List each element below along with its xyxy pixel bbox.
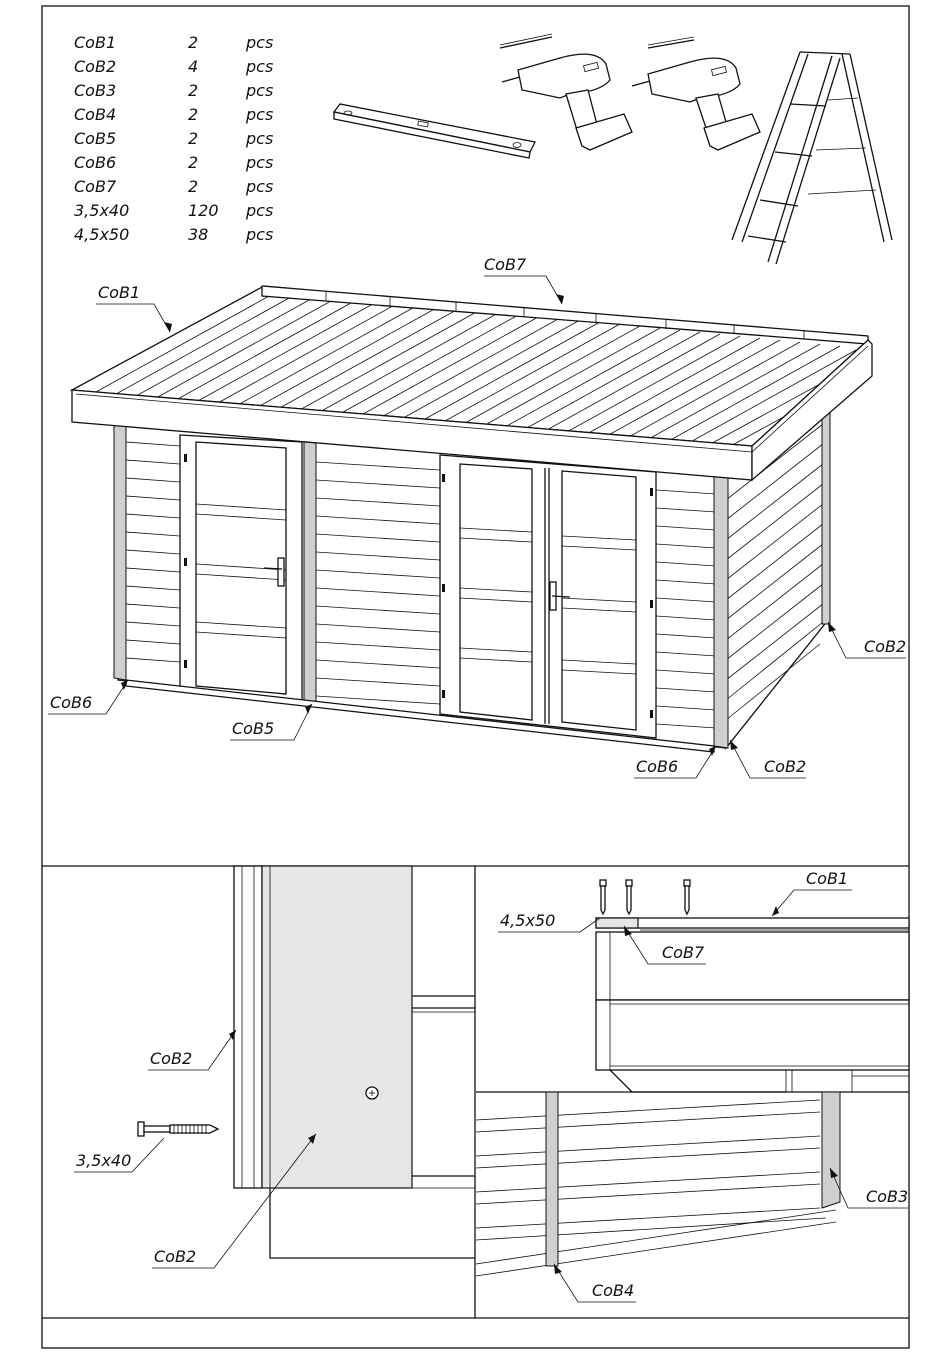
parts-row — [74, 153, 273, 172]
callout-detail-cob4 — [554, 1264, 636, 1302]
svg-text:4: 4 — [188, 57, 199, 76]
fascia-upper-board — [596, 932, 909, 1000]
callout-detail-cob2-trim — [148, 1030, 236, 1070]
svg-text:120: 120 — [188, 201, 219, 220]
svg-text:CoB6: CoB6 — [636, 757, 679, 776]
fascia-top — [596, 918, 909, 928]
svg-text:CoB7: CoB7 — [74, 177, 117, 196]
svg-text:pcs: pcs — [246, 201, 274, 220]
parts-row — [74, 33, 273, 52]
corner-trim-left — [114, 424, 126, 680]
svg-text:CoB2: CoB2 — [74, 57, 117, 76]
fascia-lower-board — [596, 1000, 909, 1070]
side-trim-back — [822, 400, 830, 624]
corner-trim-right — [714, 476, 728, 748]
svg-text:pcs: pcs — [246, 105, 274, 124]
svg-text:CoB3: CoB3 — [866, 1187, 909, 1206]
screw-3-5x40-icon — [138, 1122, 218, 1136]
callout-cob2-right-corner — [730, 740, 806, 778]
parts-row — [74, 177, 273, 196]
callout-cob6-left — [48, 680, 128, 714]
svg-text:pcs: pcs — [246, 129, 274, 148]
callout-cob2-side — [828, 622, 906, 658]
svg-text:pcs: pcs — [246, 57, 274, 76]
corner-board — [262, 866, 412, 1188]
drill-icon — [500, 34, 632, 150]
svg-text:CoB6: CoB6 — [74, 153, 117, 172]
svg-text:CoB3: CoB3 — [74, 81, 117, 100]
svg-text:3,5x40: 3,5x40 — [74, 201, 130, 220]
middle-post — [304, 442, 316, 702]
parts-row — [74, 129, 273, 148]
svg-text:CoB2: CoB2 — [864, 637, 907, 656]
svg-text:pcs: pcs — [246, 177, 274, 196]
svg-text:CoB5: CoB5 — [74, 129, 117, 148]
svg-text:CoB4: CoB4 — [74, 105, 117, 124]
svg-text:CoB1: CoB1 — [98, 283, 141, 302]
svg-text:CoB4: CoB4 — [592, 1281, 635, 1300]
door-left — [180, 435, 302, 700]
svg-text:pcs: pcs — [246, 81, 274, 100]
svg-text:pcs: pcs — [246, 33, 274, 52]
svg-text:38: 38 — [188, 225, 209, 244]
door-double — [440, 455, 656, 738]
svg-text:CoB2: CoB2 — [154, 1247, 197, 1266]
svg-text:2: 2 — [188, 153, 199, 172]
svg-text:3,5x40: 3,5x40 — [76, 1151, 132, 1170]
callout-detail-screw — [74, 1138, 164, 1172]
svg-text:CoB2: CoB2 — [764, 757, 807, 776]
svg-text:CoB7: CoB7 — [484, 255, 527, 274]
step-ladder-icon — [732, 52, 892, 264]
svg-text:2: 2 — [188, 81, 199, 100]
svg-text:2: 2 — [188, 33, 199, 52]
callout-detail-4-5x50 — [498, 911, 600, 932]
wall-post — [546, 1092, 558, 1266]
svg-text:pcs: pcs — [246, 153, 274, 172]
svg-text:pcs: pcs — [246, 225, 274, 244]
parts-row — [74, 57, 273, 76]
callout-cob1-roof — [96, 283, 172, 332]
wall-section-boards — [476, 1100, 836, 1276]
callout-detail-cob1 — [772, 869, 852, 916]
svg-text:CoB1: CoB1 — [74, 33, 117, 52]
callout-cob5-post — [230, 704, 312, 740]
parts-list — [74, 33, 273, 244]
svg-text:CoB2: CoB2 — [150, 1049, 193, 1068]
svg-text:4,5x50: 4,5x50 — [500, 911, 556, 930]
detail-roof-edge-view — [476, 880, 909, 1276]
svg-text:CoB5: CoB5 — [232, 719, 275, 738]
shed-main-view — [72, 286, 872, 752]
parts-row — [74, 105, 273, 124]
drill-icon — [632, 37, 760, 150]
screw-4-5x50-icon — [600, 880, 690, 914]
side-trim-piece — [822, 1092, 840, 1208]
svg-text:2: 2 — [188, 105, 199, 124]
callout-cob7-roof — [484, 255, 564, 304]
svg-text:CoB1: CoB1 — [806, 869, 849, 888]
spirit-level-icon — [334, 104, 535, 158]
svg-text:2: 2 — [188, 177, 199, 196]
svg-text:CoB6: CoB6 — [50, 693, 93, 712]
svg-text:2: 2 — [188, 129, 199, 148]
svg-text:4,5x50: 4,5x50 — [74, 225, 130, 244]
svg-text:CoB7: CoB7 — [662, 943, 705, 962]
parts-row — [74, 81, 273, 100]
parts-row — [74, 225, 273, 244]
callout-detail-cob3 — [830, 1168, 908, 1208]
parts-row — [74, 201, 273, 220]
